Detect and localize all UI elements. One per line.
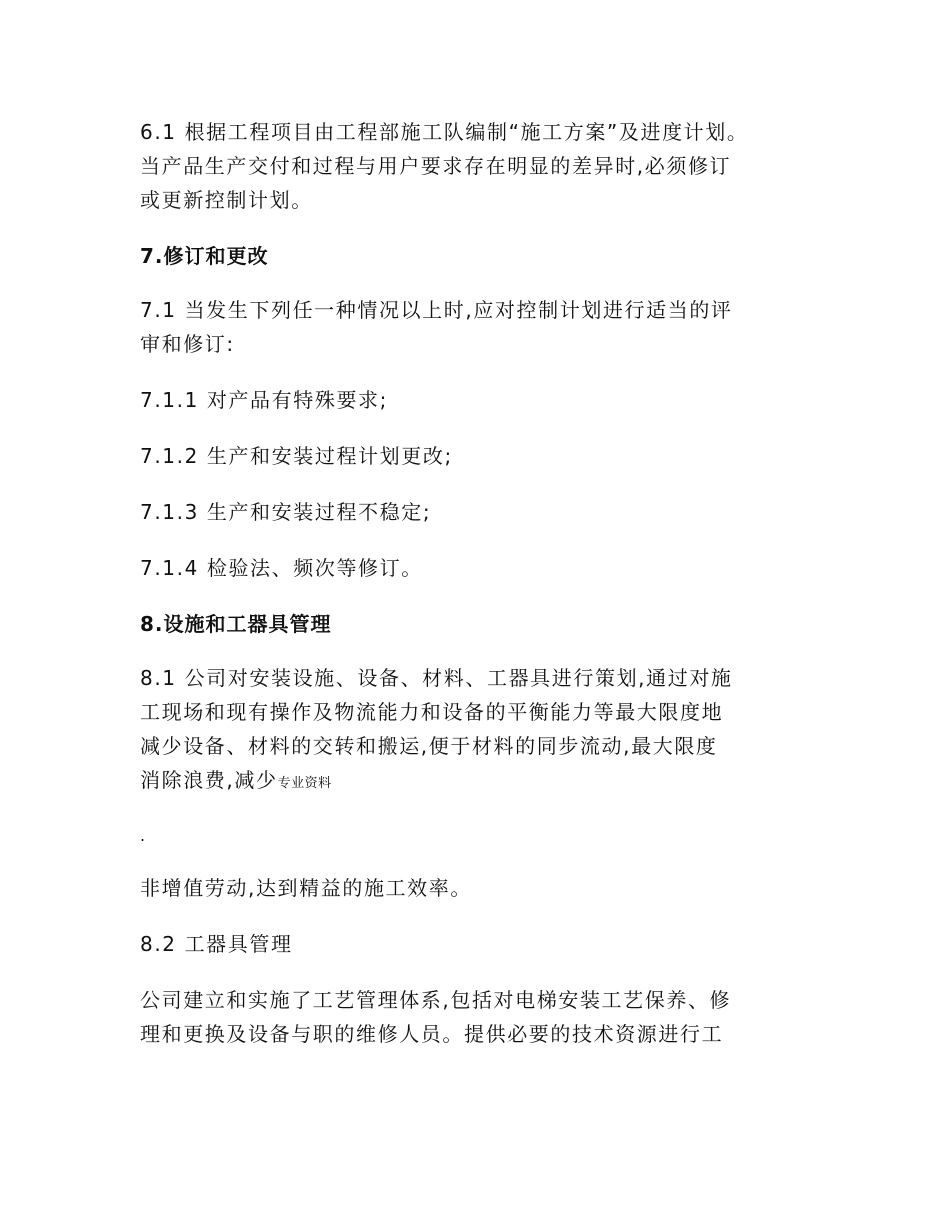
paragraph-7-1-3: 7.1.3 生产和安装过程不稳定; xyxy=(140,500,432,524)
paragraph-line: 8.1 公司对安装设施、设备、材料、工器具进行策划,通过对施 xyxy=(140,666,733,690)
page-break-dot: . xyxy=(140,826,146,845)
paragraph-line: 或更新控制计划。 xyxy=(140,188,313,212)
paragraph-8-2-title: 8.2 工器具管理 xyxy=(140,932,293,956)
section-heading-8: 8.设施和工器具管理 xyxy=(140,612,332,636)
footer-mark: 专业资料 xyxy=(277,776,332,791)
paragraph-7-1 xyxy=(140,293,810,361)
paragraph-8-1-continued: 非增值劳动,达到精益的施工效率。 xyxy=(140,876,472,900)
paragraph-line: 审和修订: xyxy=(140,332,235,356)
paragraph-8-2 xyxy=(140,983,810,1051)
paragraph-line: 当产品生产交付和过程与用户要求存在明显的差异时,必须修订 xyxy=(140,154,732,178)
paragraph-line: 6.1 根据工程项目由工程部施工队编制“施工方案”及进度计划。 xyxy=(140,120,749,144)
paragraph-6-1 xyxy=(140,115,810,217)
document-page xyxy=(140,115,810,1073)
paragraph-line xyxy=(140,763,810,801)
paragraph-7-1-4: 7.1.4 检验法、频次等修订。 xyxy=(140,556,423,580)
paragraph-7-1-2: 7.1.2 生产和安装过程计划更改; xyxy=(140,444,453,468)
paragraph-line: 理和更换及设备与职的维修人员。提供必要的技术资源进行工 xyxy=(140,1022,724,1046)
paragraph-line: 公司建立和实施了工艺管理体系,包括对电梯安装工艺保养、修 xyxy=(140,988,732,1012)
paragraph-line: 工现场和现有操作及物流能力和设备的平衡能力等最大限度地 xyxy=(140,700,724,724)
paragraph-line: 减少设备、材料的交转和搬运,便于材料的同步流动,最大限度 xyxy=(140,734,718,758)
paragraph-7-1-1: 7.1.1 对产品有特殊要求; xyxy=(140,388,388,412)
paragraph-8-1 xyxy=(140,661,810,801)
paragraph-line: 7.1 当发生下列任一种情况以上时,应对控制计划进行适当的评 xyxy=(140,298,733,322)
paragraph-line-text: 消除浪费,减少 xyxy=(140,768,278,792)
section-heading-7: 7.修订和更改 xyxy=(140,244,269,268)
